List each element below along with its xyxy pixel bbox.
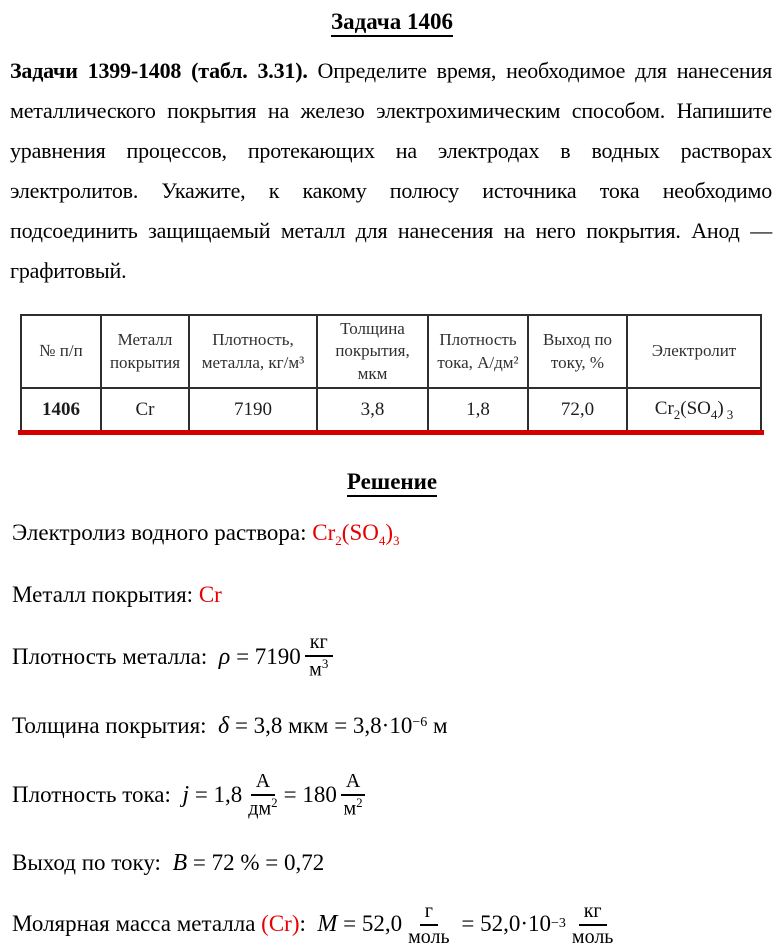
page-title-text: Задача 1406 <box>331 9 453 37</box>
molar-t2: = 52,0·10 <box>455 911 552 937</box>
header-thickness: Толщина покрытия, мкм <box>317 315 428 388</box>
formula-sub: 3 <box>393 533 400 549</box>
current-var: j <box>182 782 190 809</box>
table-header-row <box>21 315 761 388</box>
den-sup: 3 <box>321 656 329 672</box>
metal-label: Металл покрытия: <box>12 582 199 608</box>
solution-line-density <box>12 631 784 682</box>
fraction-denominator <box>246 796 279 821</box>
fraction-numerator: кг <box>579 900 607 926</box>
thickness-exp: −6 <box>412 714 428 730</box>
den-text: м <box>343 797 357 820</box>
electrolyte-sub: 2 <box>673 406 681 422</box>
fraction-denominator: моль <box>408 925 450 948</box>
current-label: Плотность тока: <box>12 782 183 808</box>
header-current-density: Плотность тока, А/дм² <box>428 315 528 388</box>
fraction-denominator <box>342 796 365 821</box>
problem-text: Определите время, необходимое для нанесения металлического покрытия на железо электрохимическим способом. Напишите уравнения процессов, протекающих на электродах в водных растворах электролитов. Укажите, к какому полюсу источника тока необходимо подсоединить защищаемый металл для нанесения на него покрытия. Анод — графитовый. <box>10 58 773 283</box>
header-metal: Металл покрытия <box>101 315 189 388</box>
header-density: Плотность, металла, кг/м³ <box>189 315 317 388</box>
formula-part: Cr <box>312 520 336 546</box>
density-label: Плотность металла: <box>12 643 219 669</box>
current-t2: = 180 <box>283 782 337 808</box>
solution-line-yield <box>12 850 784 876</box>
problem-table <box>20 314 762 433</box>
yield-var: B <box>172 849 188 876</box>
yield-t1: = 72 % = 0,72 <box>187 849 325 875</box>
electrolyte-part: ) <box>717 397 724 419</box>
den-text: дм <box>248 797 272 820</box>
formula-sub: 4 <box>378 533 386 549</box>
solution-line-current <box>12 770 784 821</box>
document-page <box>0 8 784 948</box>
thickness-label: Толщина покрытия: <box>12 712 219 738</box>
fraction-a-per-dm2 <box>246 770 279 821</box>
fraction-a-per-m2 <box>341 770 365 821</box>
molar-t1: = 52,0 <box>337 911 403 937</box>
fraction-denominator <box>307 657 330 682</box>
molar-metal-red: (Cr) <box>261 911 300 937</box>
cell-metal: Cr <box>101 388 189 432</box>
fraction-kg-per-mol <box>570 900 616 949</box>
solution-heading-text: Решение <box>347 469 437 497</box>
cell-current-yield: 72,0 <box>528 388 627 432</box>
metal-value: Cr <box>198 582 222 608</box>
header-electrolyte: Электролит <box>627 315 761 388</box>
red-underline <box>18 430 764 435</box>
den-sup: 2 <box>356 794 363 810</box>
molar-exp: −3 <box>551 916 566 932</box>
fraction-kg-per-m3 <box>305 631 333 682</box>
electrolyte-part: (SO <box>680 397 711 419</box>
fraction-g-per-mol <box>406 900 452 949</box>
fraction-numerator: г <box>420 900 438 926</box>
header-num: № п/п <box>21 315 101 388</box>
solution-line-thickness <box>12 710 784 739</box>
den-text: м <box>309 658 322 681</box>
electrolysis-formula <box>312 520 400 549</box>
thickness-t2: м <box>427 712 448 738</box>
table-row <box>21 388 761 432</box>
electrolysis-label: Электролиз водного раствора: <box>12 520 313 546</box>
formula-part: ) <box>385 520 394 546</box>
problem-range-label: Задачи 1399-1408 (табл. 3.31). <box>10 58 308 83</box>
fraction-denominator: моль <box>571 925 614 948</box>
density-var: ρ <box>218 643 231 670</box>
cell-num: 1406 <box>21 388 101 432</box>
solution-line-electrolysis <box>12 520 784 554</box>
solution-line-molar-mass <box>12 900 784 949</box>
fraction-numerator: кг <box>305 631 333 657</box>
molar-colon: : <box>299 911 318 937</box>
molar-label: Молярная масса металла <box>12 911 262 937</box>
solution-heading <box>0 468 784 495</box>
thickness-t1: = 3,8 мкм = 3,8·10 <box>229 712 413 738</box>
den-sup: 2 <box>271 794 278 810</box>
molar-var: M <box>317 911 338 938</box>
fraction-numerator: А <box>341 770 365 796</box>
electrolyte-sub: 4 <box>710 406 718 422</box>
cell-density: 7190 <box>189 388 317 432</box>
formula-sub: 2 <box>335 533 342 549</box>
cell-current-density: 1,8 <box>428 388 528 432</box>
cell-thickness: 3,8 <box>317 388 428 432</box>
cell-electrolyte <box>627 388 761 432</box>
thickness-var: δ <box>218 712 230 739</box>
yield-label: Выход по току: <box>12 849 173 875</box>
current-t1: = 1,8 <box>189 782 243 808</box>
page-title <box>0 8 784 36</box>
formula-part: (SO <box>341 520 379 546</box>
problem-statement <box>10 51 772 291</box>
solution-line-metal <box>12 582 784 608</box>
header-current-yield: Выход по току, % <box>528 315 627 388</box>
fraction-numerator: А <box>251 770 275 796</box>
density-eq: = 7190 <box>230 643 301 669</box>
electrolyte-sub: 3 <box>726 406 734 422</box>
electrolyte-part: Cr <box>654 397 674 419</box>
